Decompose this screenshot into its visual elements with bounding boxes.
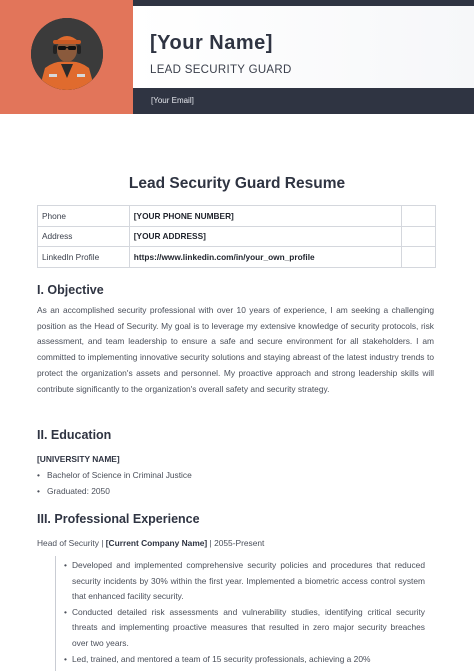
objective-heading: I. Objective xyxy=(37,283,104,297)
list-item: • Led, trained, and mentored a team of 15 security professionals, achieving a 20% xyxy=(64,652,425,668)
separator: | xyxy=(101,538,104,548)
table-row xyxy=(38,226,436,247)
contact-value[interactable]: https://www.linkedin.com/in/your_own_profile xyxy=(129,247,401,268)
candidate-email: [Your Email] xyxy=(151,96,194,105)
contact-value: [YOUR PHONE NUMBER] xyxy=(129,206,401,227)
candidate-name: [Your Name] xyxy=(150,32,273,54)
list-item: • Graduated: 2050 xyxy=(37,485,110,496)
education-item: Graduated: 2050 xyxy=(47,485,110,496)
separator: | xyxy=(209,538,212,548)
education-item: Bachelor of Science in Criminal Justice xyxy=(47,470,192,480)
job-line xyxy=(37,538,264,548)
education-list xyxy=(37,468,192,499)
contact-label: Phone xyxy=(38,206,130,227)
candidate-role: LEAD SECURITY GUARD xyxy=(150,64,292,76)
contact-table xyxy=(37,205,436,268)
experience-list xyxy=(64,558,425,667)
objective-text: As an accomplished security professional with over 10 years of experience, I am seeking a challenging position as the Head of Security. My goal is to leverage my extensive knowledge of security protocols, risk assessment, and team leadership to ensure a safe and secure environment for all stakeholders. I am committed to implementing innovative security solutions and staying abreast of the latest industry trends to protect the organization's assets and personnel. My proactive approach and strong leadership skills will contribute significantly to the organization's overall safety and security strategy. xyxy=(37,305,434,394)
profile-photo xyxy=(31,18,103,90)
education-heading: II. Education xyxy=(37,428,112,442)
table-row xyxy=(38,247,436,268)
empty-cell xyxy=(402,206,436,227)
experience-heading: III. Professional Experience xyxy=(37,512,200,526)
company-name: [Current Company Name] xyxy=(105,538,208,548)
contact-label: Address xyxy=(38,226,130,247)
table-row xyxy=(38,206,436,227)
document-title: Lead Security Guard Resume xyxy=(128,175,346,192)
security-guard-avatar-icon xyxy=(31,18,103,90)
list-item: • Bachelor of Science in Criminal Justice xyxy=(37,470,192,480)
empty-cell xyxy=(402,226,436,247)
university-name: [UNIVERSITY NAME] xyxy=(37,454,120,464)
list-item: • Conducted detailed risk assessments and vulnerability studies, identifying critical security threats and implementing proactive measures that resulted in zero major security breaches over two years. xyxy=(64,605,425,652)
resume-header xyxy=(0,0,474,114)
contact-label: LinkedIn Profile xyxy=(38,247,130,268)
list-item: • Developed and implemented comprehensive security policies and procedures that reduced security incidents by 30% within the first year. Implemented a biometric access control system that enhanced facility security. xyxy=(64,558,425,605)
job-title: Head of Security xyxy=(37,538,99,548)
empty-cell xyxy=(402,247,436,268)
job-period: 2055-Present xyxy=(214,538,265,548)
contact-value: [YOUR ADDRESS] xyxy=(129,226,401,247)
